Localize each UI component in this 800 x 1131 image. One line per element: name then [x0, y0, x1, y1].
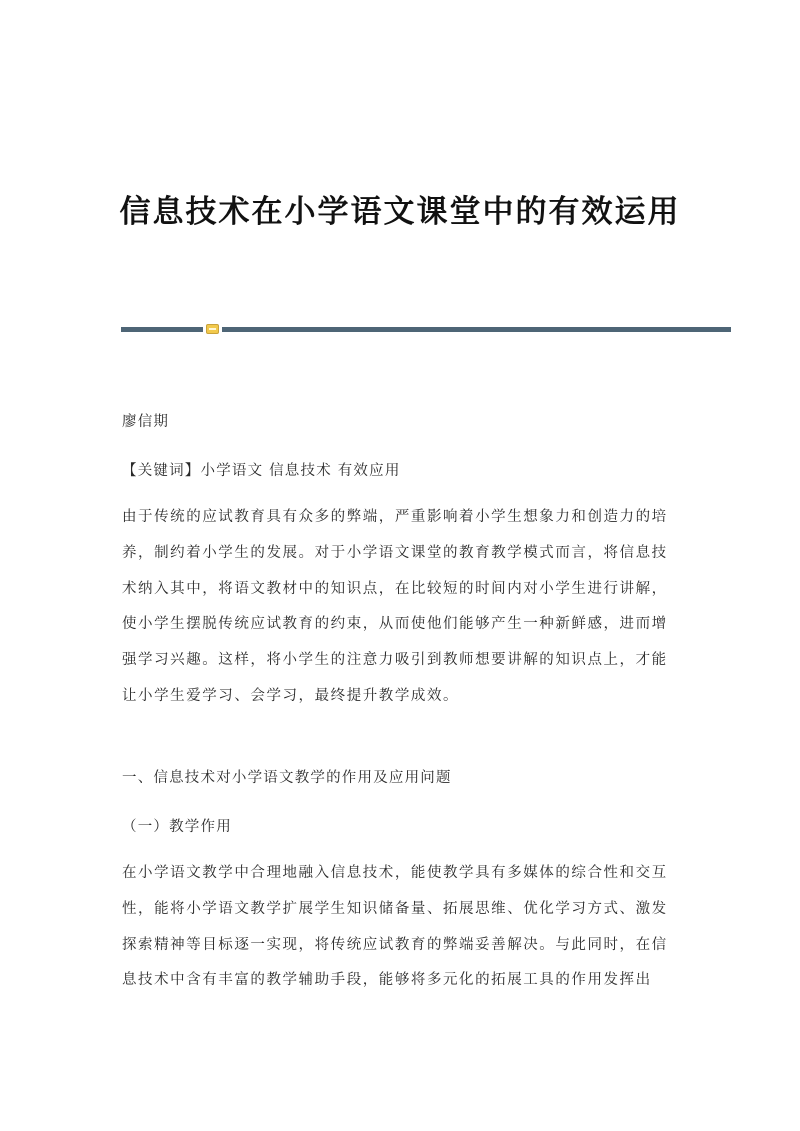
title-divider	[121, 324, 731, 334]
author-name: 廖信期	[122, 414, 170, 430]
paragraph-line: 让小学生爱学习、会学习，最终提升教学成效。	[122, 687, 460, 704]
document-title: 信息技术在小学语文课堂中的有效运用	[119, 194, 681, 230]
paragraph-line: 性，能将小学语文教学扩展学生知识储备量、拓展思维、优化学习方式、激发	[122, 900, 668, 917]
paragraph-line: 使小学生摆脱传统应试教育的约束，从而使他们能够产生一种新鲜感，进而增	[122, 616, 668, 633]
intro-paragraph	[122, 500, 682, 715]
divider-right-bar	[222, 327, 731, 332]
paragraph-line: 强学习兴趣。这样，将小学生的注意力吸引到教师想要讲解的知识点上，才能	[122, 652, 668, 669]
divider-left-bar	[121, 327, 203, 332]
paragraph-line: 养，制约着小学生的发展。对于小学语文课堂的教育教学模式而言，将信息技	[122, 544, 668, 561]
keywords-line: 【关键词】小学语文 信息技术 有效应用	[122, 463, 401, 479]
paragraph-line: 在小学语文教学中合理地融入信息技术，能使教学具有多媒体的综合性和交互	[122, 865, 668, 881]
paragraph-line: 术纳入其中，将语文教材中的知识点，在比较短的时间内对小学生进行讲解，	[122, 580, 668, 597]
section-heading: 一、信息技术对小学语文教学的作用及应用问题	[122, 770, 452, 786]
document-icon	[206, 324, 219, 334]
paragraph-line: 息技术中含有丰富的教学辅助手段，能够将多元化的拓展工具的作用发挥出	[122, 972, 652, 989]
subsection-heading: （一）教学作用	[122, 819, 232, 835]
paragraph-line: 探索精神等目标逐一实现，将传统应试教育的弊端妥善解决。与此同时，在信	[122, 936, 668, 953]
paragraph-line: 由于传统的应试教育具有众多的弊端，严重影响着小学生想象力和创造力的培	[122, 509, 668, 525]
body-paragraph	[122, 856, 682, 999]
